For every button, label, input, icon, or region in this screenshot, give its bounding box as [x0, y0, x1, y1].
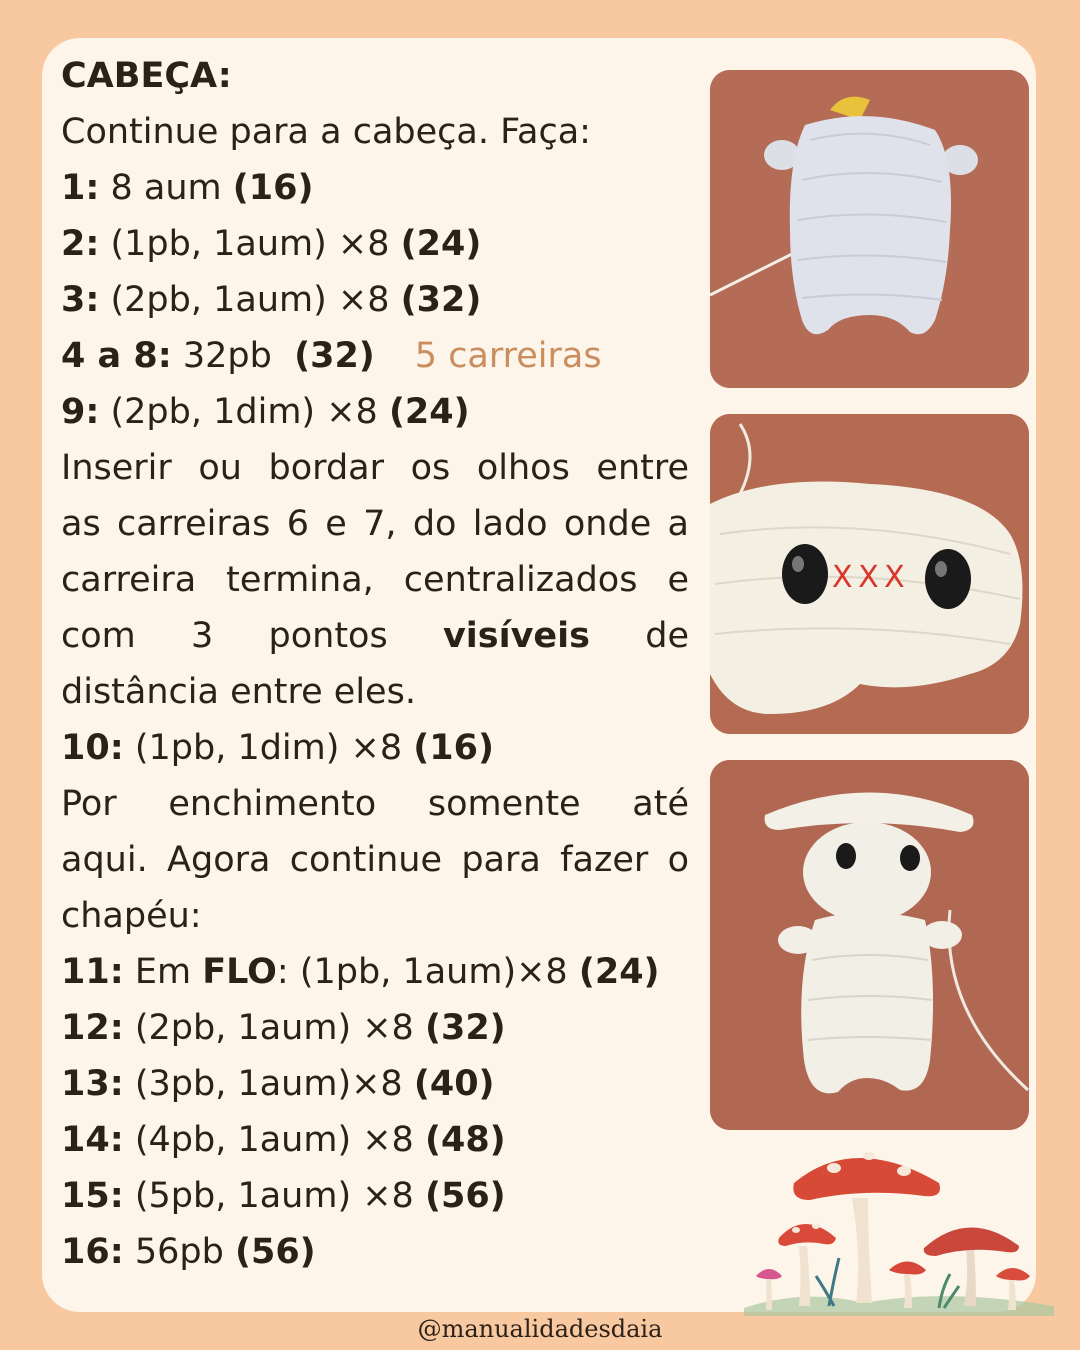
- eyes-instruction: Inserir ou bordar os olhos entre as carreiras 6 e 7, do lado onde a carreira termina, centralizados e com 3 pontos visíveis de distância entre eles.: [61, 448, 689, 712]
- round-line: 11: Em FLO: (1pb, 1aum)×8 (24): [61, 952, 660, 992]
- round-line: 3: (2pb, 1aum) ×8 (32): [61, 280, 482, 320]
- photo-body-back: [710, 70, 1029, 388]
- round-line: 9: (2pb, 1dim) ×8 (24): [61, 392, 470, 432]
- author-handle: @manualidadesdaia: [417, 1315, 663, 1343]
- round-line: 14: (4pb, 1aum) ×8 (48): [61, 1120, 506, 1160]
- round-line: 12: (2pb, 1aum) ×8 (32): [61, 1008, 506, 1048]
- round-line: 10: (1pb, 1dim) ×8 (16): [61, 728, 494, 768]
- round-line: 4 a 8: 32pb (32) 5 carreiras: [61, 336, 602, 376]
- intro-line: Continue para a cabeça. Faça:: [61, 112, 591, 152]
- mushroom-illustration: [744, 1138, 1054, 1316]
- pattern-text: [61, 48, 689, 1280]
- photo-doll-front: [710, 760, 1029, 1130]
- round-line: 2: (1pb, 1aum) ×8 (24): [61, 224, 482, 264]
- rows-note: 5 carreiras: [414, 336, 602, 376]
- round-line: 13: (3pb, 1aum)×8 (40): [61, 1064, 495, 1104]
- stuffing-instruction: Por enchimento somente até aqui. Agora continue para fazer o chapéu:: [61, 784, 689, 936]
- section-title: CABEÇA:: [61, 56, 232, 96]
- round-line: 1: 8 aum (16): [61, 168, 314, 208]
- round-line: 16: 56pb (56): [61, 1232, 316, 1272]
- round-line: 15: (5pb, 1aum) ×8 (56): [61, 1176, 506, 1216]
- stitch-marks-label: X X X: [832, 560, 903, 595]
- photo-eyes-closeup: [710, 414, 1029, 734]
